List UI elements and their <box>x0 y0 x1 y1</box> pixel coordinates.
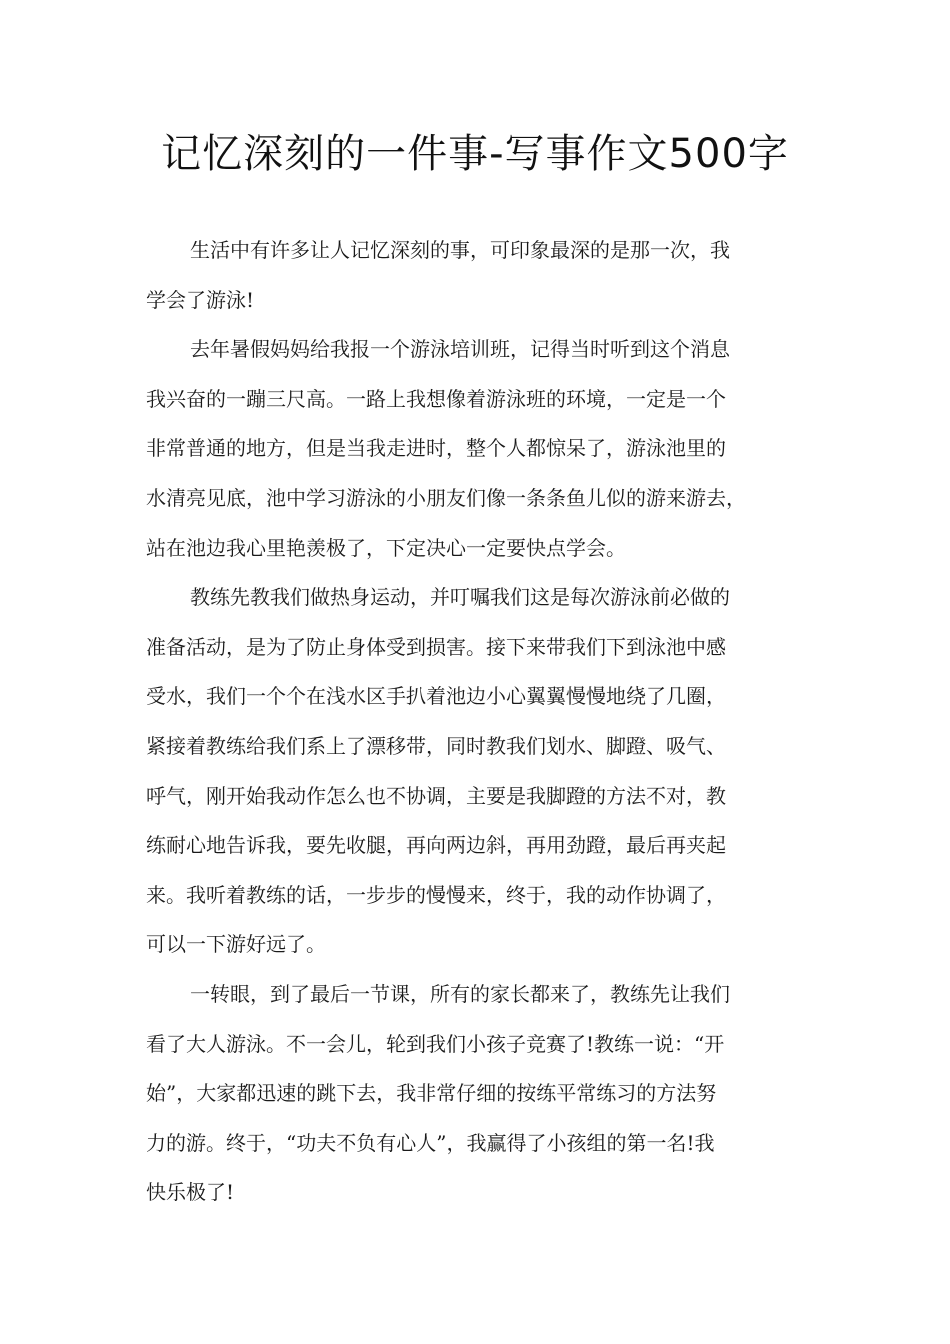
paragraph-3-line-4: 紧接着教练给我们系上了漂移带，同时教我们划水、脚蹬、吸气、 <box>146 733 726 758</box>
paragraph-2-line-1: 去年暑假妈妈给我报一个游泳培训班，记得当时听到这个消息 <box>190 337 730 362</box>
paragraph-4-line-4: 力的游。终于，“功夫不负有心人”，我赢得了小孩组的第一名!我 <box>146 1130 715 1155</box>
paragraph-3-line-2: 准备活动，是为了防止身体受到损害。接下来带我们下到泳池中感 <box>146 634 726 659</box>
paragraph-3-line-1: 教练先教我们做热身运动，并叮嘱我们这是每次游泳前必做的 <box>190 585 730 610</box>
paragraph-4-line-5: 快乐极了! <box>146 1180 235 1205</box>
paragraph-4-line-3: 始”，大家都迅速的跳下去，我非常仔细的按练平常练习的方法努 <box>146 1081 717 1106</box>
page-title: 记忆深刻的一件事-写事作文500字 <box>161 131 789 177</box>
paragraph-3-line-7: 来。我听着教练的话，一步步的慢慢来，终于，我的动作协调了， <box>146 882 726 907</box>
essay-body <box>146 226 826 1218</box>
paragraph-2-line-2: 我兴奋的一蹦三尺高。一路上我想像着游泳班的环境，一定是一个 <box>146 386 726 411</box>
paragraph-3-line-6: 练耐心地告诉我，要先收腿，再向两边斜，再用劲蹬，最后再夹起 <box>146 833 726 858</box>
paragraph-1-line-1: 生活中有许多让人记忆深刻的事，可印象最深的是那一次，我 <box>190 238 730 262</box>
paragraph-3-line-3: 受水，我们一个个在浅水区手扒着池边小心翼翼慢慢地绕了几圈， <box>146 684 726 709</box>
paragraph-2-line-3: 非常普通的地方，但是当我走进时，整个人都惊呆了，游泳池里的 <box>146 436 726 461</box>
paragraph-4-line-1: 一转眼，到了最后一节课，所有的家长都来了，教练先让我们 <box>190 981 730 1006</box>
paragraph-4-line-2: 看了大人游泳。不一会儿，轮到我们小孩子竞赛了!教练一说：“开 <box>146 1031 725 1056</box>
paragraph-2-line-5: 站在池边我心里艳羡极了，下定决心一定要快点学会。 <box>146 535 626 560</box>
paragraph-3-line-8: 可以一下游好远了。 <box>146 932 326 957</box>
paragraph-3-line-5: 呼气，刚开始我动作怎么也不协调，主要是我脚蹬的方法不对，教 <box>146 783 726 808</box>
paragraph-2-line-4: 水清亮见底，池中学习游泳的小朋友们像一条条鱼儿似的游来游去， <box>146 485 746 510</box>
paragraph-1-line-2: 学会了游泳! <box>146 287 255 312</box>
